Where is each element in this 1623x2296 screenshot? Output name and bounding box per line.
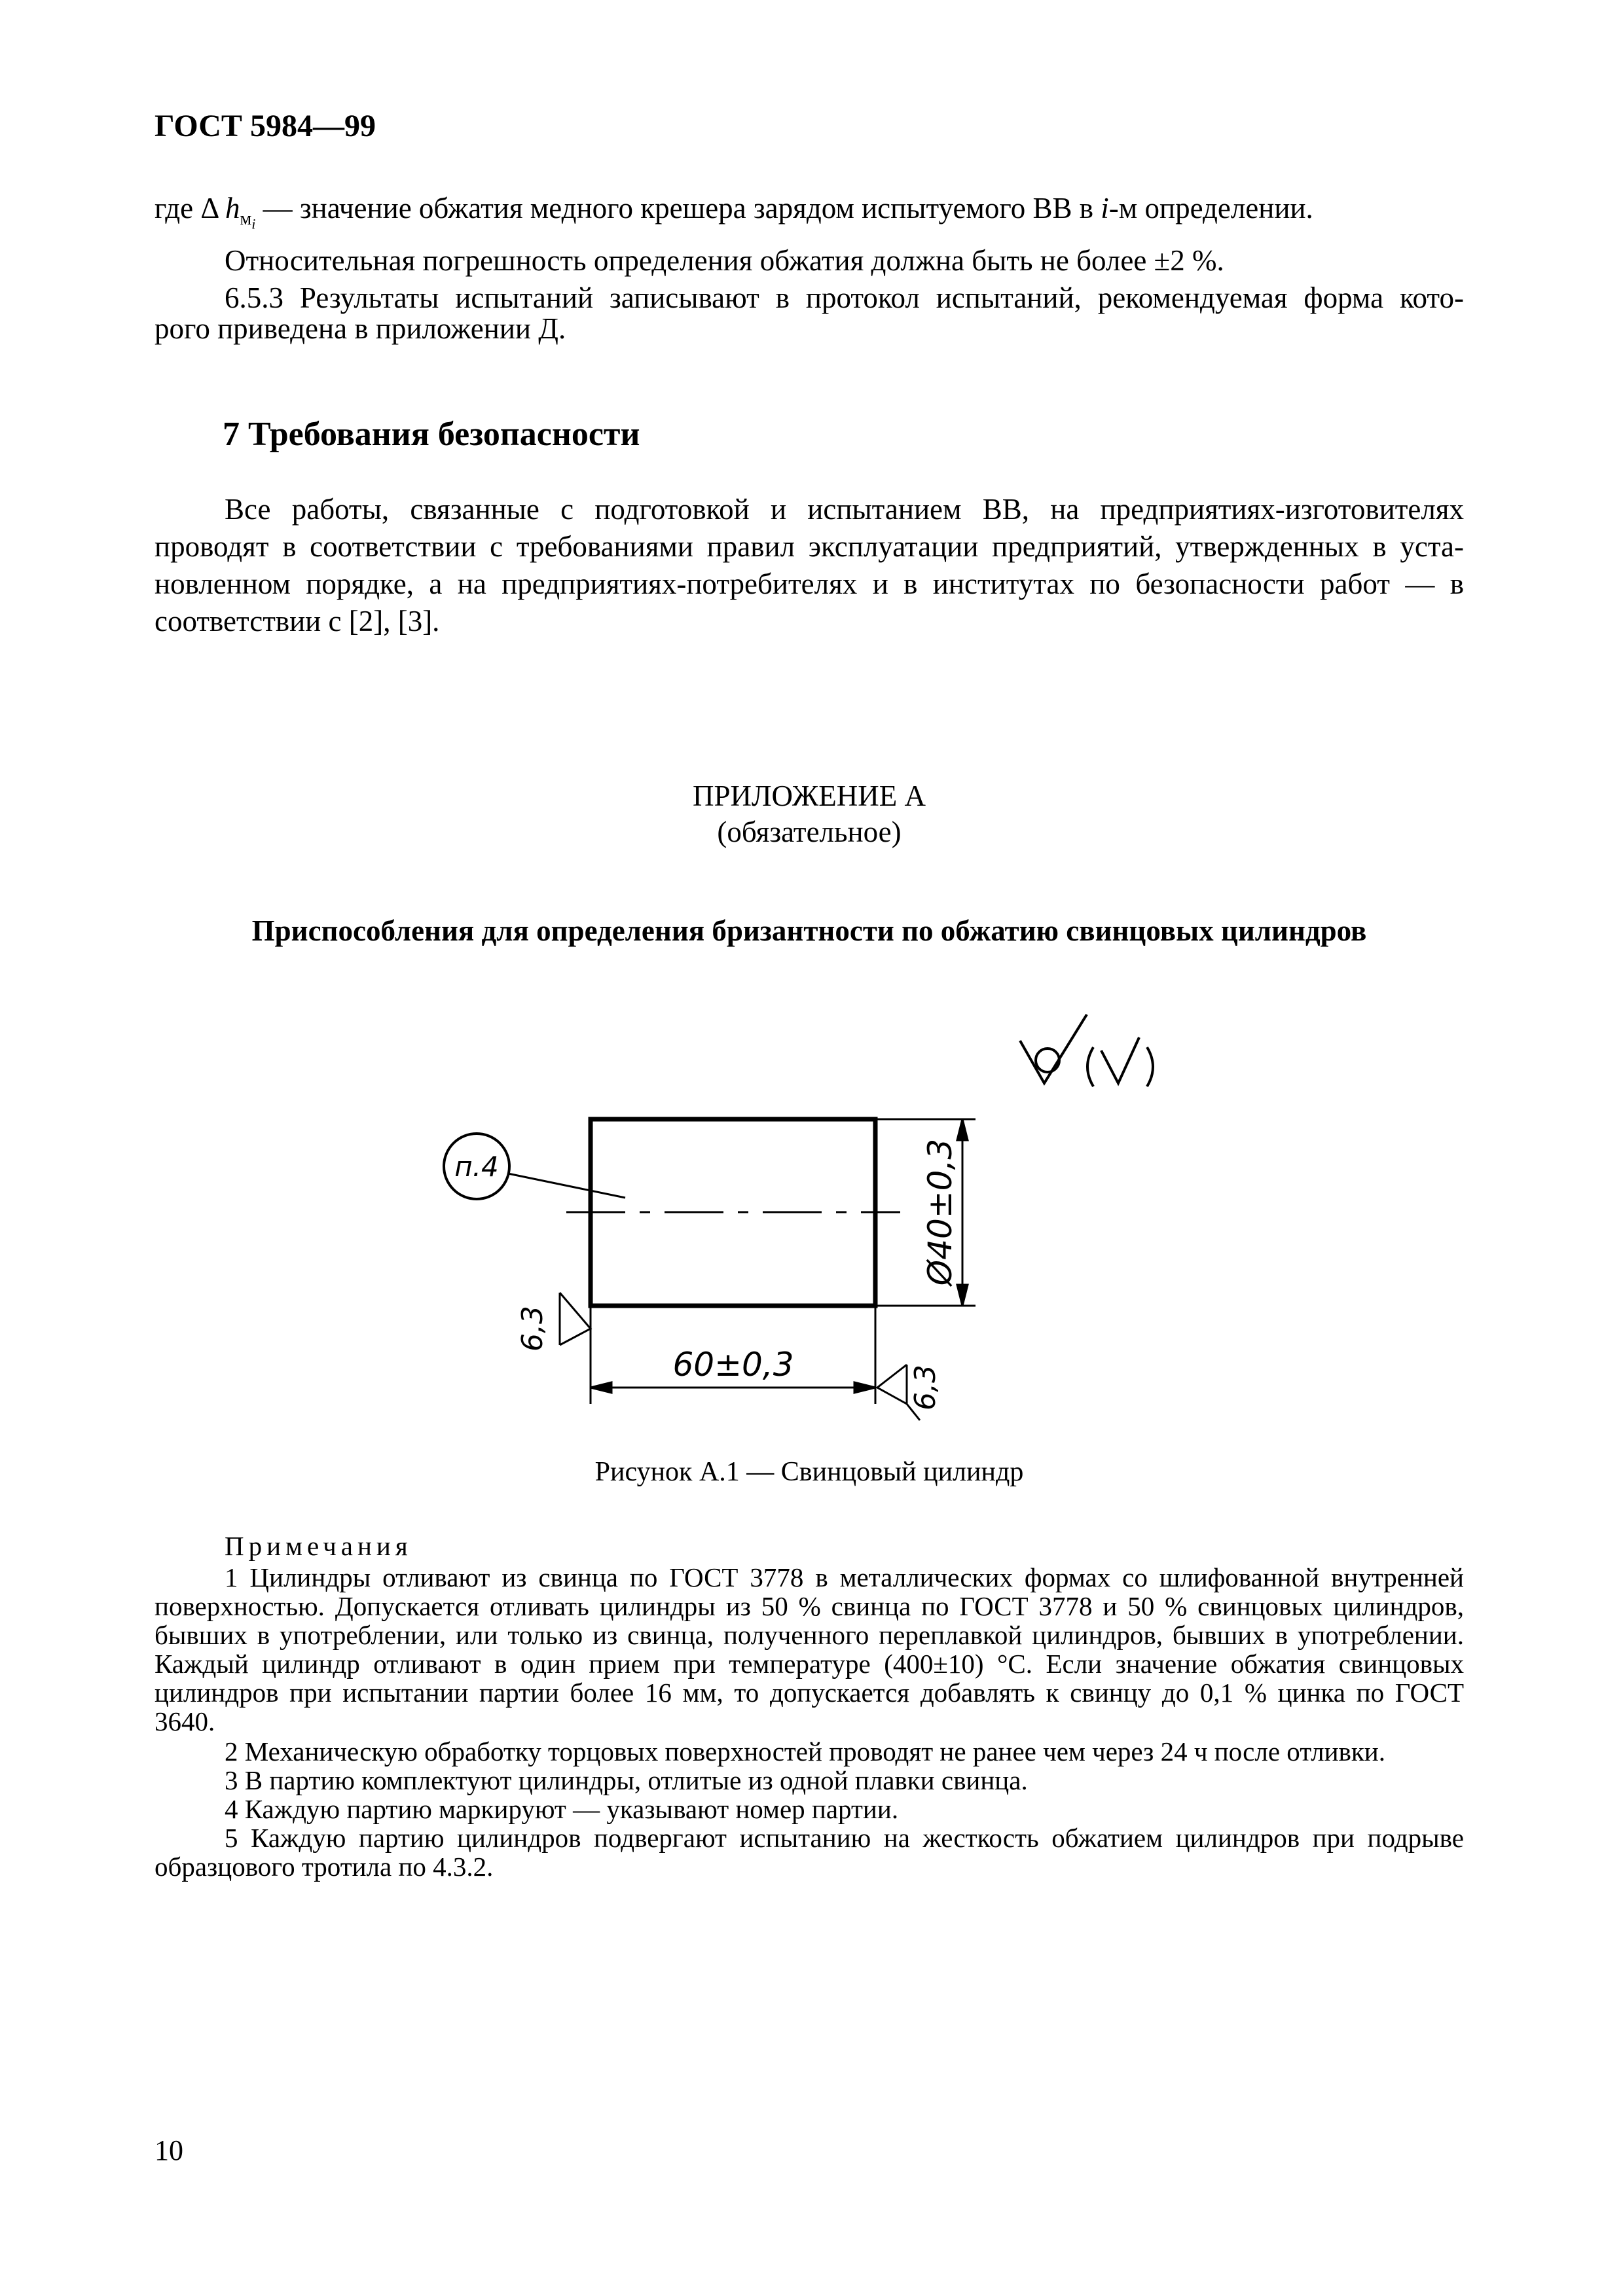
appendix-status: (обязательное) xyxy=(717,816,902,848)
where-end: -м определении. xyxy=(1108,192,1313,224)
where-prefix: где Δ xyxy=(155,192,226,224)
roughness-left-value: 6,3 xyxy=(516,1306,549,1352)
roughness-left-icon xyxy=(560,1293,591,1345)
note-5-line1: 5 Каждую партию цилиндров подвергают испытанию на жесткость обжатием цилиндров при подрыве xyxy=(225,1823,1464,1853)
notes-heading: Примечания xyxy=(225,1531,412,1561)
where-definition xyxy=(155,190,1464,243)
note-1-line6: 3640. xyxy=(155,1706,215,1736)
note-1-line3: бывших в употреблении, или только из свинца, полученного переплавкой цилиндров, бывших в употреблении. xyxy=(155,1620,1464,1650)
note-4: 4 Каждую партию маркируют — указывают номер партии. xyxy=(225,1794,899,1824)
section-7-line2: проводят в соответствии с требованиями правил эксплуатации предприятий, утвержденных в уста- xyxy=(155,530,1464,563)
note-3: 3 В партию комплектуют цилиндры, отлитые из одной плавки свинца. xyxy=(225,1765,1028,1795)
section-7-title: 7 Требования безопасности xyxy=(223,416,640,453)
note-1-line5: цилиндров при испытании партии более 16 мм, то допускается добавлять к свинцу до 0,1 % цинка по ГОСТ xyxy=(155,1677,1464,1708)
where-italic-i: i xyxy=(1101,192,1109,224)
section-7-line4: соответствии с [2], [3]. xyxy=(155,605,440,637)
note-1-line1: 1 Цилиндры отливают из свинца по ГОСТ 3778 в металлических формах со шлифованной внутренней xyxy=(225,1562,1464,1592)
callout-label: п.4 xyxy=(454,1151,499,1183)
note-1-line2: поверхностью. Допускается отливать цилиндры из 50 % свинца по ГОСТ 3778 и 50 % свинцовых цилиндров, xyxy=(155,1591,1464,1621)
diameter-dimension-text: Ø40±0,3 xyxy=(921,1138,959,1286)
cylinder-drawing xyxy=(419,975,1237,1420)
symbol-subscript: м xyxy=(240,209,252,229)
figure-caption: Рисунок А.1 — Свинцовый цилиндр xyxy=(594,1457,1024,1487)
symbol-subscript-i: i xyxy=(251,215,256,232)
paragraph-error: Относительная погрешность определения обжатия должна быть не более ±2 %. xyxy=(225,244,1224,277)
document-header: ГОСТ 5984—99 xyxy=(155,109,376,143)
note-5-line2: образцового тротила по 4.3.2. xyxy=(155,1852,494,1882)
cylinder-outline xyxy=(591,1119,875,1306)
page-number: 10 xyxy=(155,2134,183,2166)
section-7-line1: Все работы, связанные с подготовкой и испытанием ВВ, на предприятиях-изготовителях xyxy=(225,493,1464,526)
paragraph-653-line2: рого приведена в приложении Д. xyxy=(155,312,566,345)
note-1-line4: Каждый цилиндр отливают в один прием при температуре (400±10) °С. Если значение обжатия свинцовых xyxy=(155,1649,1464,1679)
length-dimension-text: 60±0,3 xyxy=(672,1346,794,1384)
paragraph-653-line1: 6.5.3 Результаты испытаний записывают в протокол испытаний, рекомендуемая форма кото- xyxy=(225,281,1464,314)
roughness-general-icon xyxy=(1020,1014,1153,1086)
where-text: — значение обжатия медного крешера зарядом испытуемого ВВ в xyxy=(255,192,1101,224)
note-2: 2 Механическую обработку торцовых поверхностей проводят не ранее чем через 24 ч после отливки. xyxy=(225,1736,1385,1767)
appendix-title: Приспособления для определения бризантности по обжатию свинцовых цилиндров xyxy=(251,914,1367,947)
roughness-right-value: 6,3 xyxy=(909,1365,942,1410)
section-7-line3: новленном порядке, а на предприятиях-потребителях и в институтах по безопасности работ — в xyxy=(155,567,1464,600)
symbol-h: h xyxy=(225,192,240,224)
appendix-label: ПРИЛОЖЕНИЕ А xyxy=(693,780,926,812)
